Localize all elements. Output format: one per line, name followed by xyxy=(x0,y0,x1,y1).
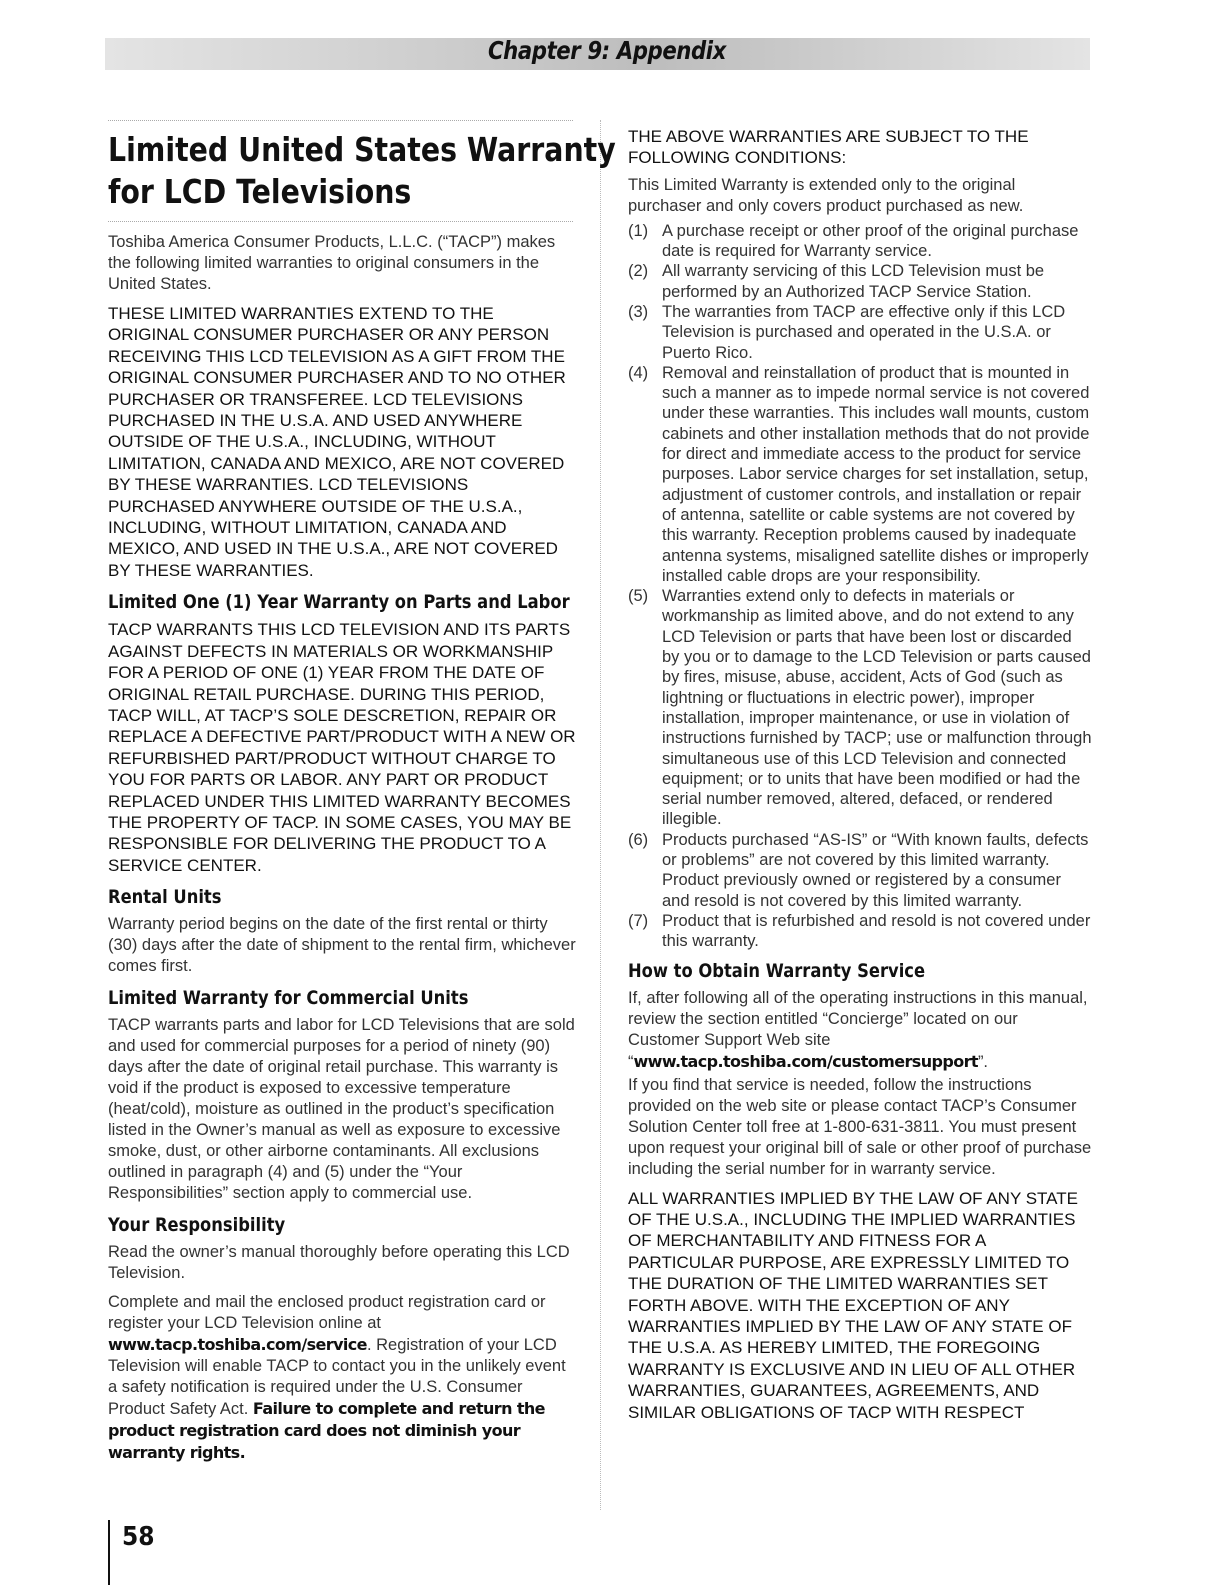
conditions-intro: This Limited Warranty is extended only to the original purchaser and only covers product purchased as new. xyxy=(628,175,1024,215)
page-title xyxy=(108,129,616,213)
responsibility-text-a: Complete and mail the enclosed product registration card or register your LCD Television online at xyxy=(108,1293,546,1333)
obtain-text-a: If, after following all of the operating instructions in this manual, review the section entitled “Concierge” located on our Customer Support Web site “ xyxy=(628,988,1088,1071)
condition-text: Product that is refurbished and resold is not covered under this warranty. xyxy=(662,911,1091,951)
registration-url[interactable]: www.tacp.toshiba.com/service xyxy=(108,1335,367,1355)
page-number: 58 xyxy=(122,1522,155,1552)
condition-number: (1) xyxy=(628,221,649,240)
commercial-heading: Limited Warranty for Commercial Units xyxy=(108,987,469,1010)
condition-number: (7) xyxy=(628,911,649,930)
responsibility-paragraph-1: Read the owner’s manual thoroughly before operating this LCD Television. xyxy=(108,1243,570,1283)
right-column xyxy=(628,120,1093,1431)
conditions-list xyxy=(628,221,1093,952)
condition-text: Removal and reinstallation of product that is mounted in such a manner as to impede normal service is not covered under these warranties. This includes wall mounts, custom cabinets and other installation methods that do not provide for direct and immediate access to the product for service purposes. Labor service charges for set installation, setup, adjustment of customer controls, and installation or repair of antenna, satellite or cable systems are not covered by this warranty. Reception problems caused by inadequate antenna systems, misaligned satellite dishes or improperly installed cable drops are your responsibility. xyxy=(662,363,1090,585)
condition-number: (6) xyxy=(628,830,649,849)
rental-heading: Rental Units xyxy=(108,886,222,909)
one-year-heading: Limited One (1) Year Warranty on Parts and Labor xyxy=(108,591,570,614)
one-year-paragraph: TACP WARRANTS THIS LCD TELEVISION AND ITS PARTS AGAINST DEFECTS IN MATERIALS OR WORKMANSHIP FOR A PERIOD OF ONE (1) YEAR FROM THE DATE OF ORIGINAL RETAIL PURCHASE. DURING THIS PERIOD, TACP WILL, AT TACP’S SOLE DESCRETION, REPAIR OR REPLACE A DEFECTIVE PART/PRODUCT WITH A NEW OR REFURBISHED PART/PRODUCT WITHOUT CHARGE TO YOU FOR PARTS OR LABOR. ANY PART OR PRODUCT REPLACED UNDER THIS LIMITED WARRANTY BECOMES THE PROPERTY OF TACP. IN SOME CASES, YOU MAY BE RESPONSIBLE FOR DELIVERING THE PRODUCT TO A SERVICE CENTER. xyxy=(108,620,576,875)
rental-paragraph: Warranty period begins on the date of the first rental or thirty (30) days after the date of shipment to the rental firm, whichever comes first. xyxy=(108,915,576,976)
conditions-heading: THE ABOVE WARRANTIES ARE SUBJECT TO THE FOLLOWING CONDITIONS: xyxy=(628,127,1029,168)
condition-text: All warranty servicing of this LCD Television must be performed by an Authorized TACP Service Station. xyxy=(662,262,1045,301)
page-title-line-2: for LCD Televisions xyxy=(108,172,412,211)
title-rule-top xyxy=(108,120,573,121)
implied-warranties-paragraph: ALL WARRANTIES IMPLIED BY THE LAW OF ANY STATE OF THE U.S.A., INCLUDING THE IMPLIED WARRANTIES OF MERCHANTABILITY AND FITNESS FOR A PARTICULAR PURPOSE, ARE EXPRESSLY LIMITED TO THE DURATION OF THE LIMITED WARRANTIES SET FORTH ABOVE. WITH THE EXCEPTION OF ANY WARRANTIES IMPLIED BY THE LAW OF ANY STATE OF THE U.S.A. AS HEREBY LIMITED, THE FOREGOING WARRANTY IS EXCLUSIVE AND IN LIEU OF ALL OTHER WARRANTIES, GUARANTEES, AGREEMENTS, AND SIMILAR OBLIGATIONS OF TACP WITH RESPECT xyxy=(628,1188,1078,1422)
condition-text: Warranties extend only to defects in materials or workmanship as limited above, and do not extend to any LCD Television or parts that have been lost or discarded by you or to damage to the LCD Television or parts caused by fires, misuse, abuse, accident, Acts of God (such as lightning or fluctuations in electric power), improper installation, improper maintenance, or use in violation of instructions furnished by TACP; use or malfunction through simultaneous use of this LCD Television and connected equipment; or to units that have been modified or had the serial number removed, altered, defaced, or rendered illegible. xyxy=(662,587,1092,829)
condition-item xyxy=(628,302,1093,363)
commercial-paragraph: TACP warrants parts and labor for LCD Televisions that are sold and used for commercial purposes for a period of ninety (90) days after the date of original retail purchase. This warranty is void if the product is exposed to excessive temperature (heat/cold), moisture as outlined in the product’s specification listed in the Owner’s manual as well as exposure to excessive smoke, dust, or other airborne contaminants. All exclusions outlined in paragraph (4) and (5) under the “Your Responsibilities” section apply to commercial use. xyxy=(108,1016,575,1203)
chapter-title: Chapter 9: Appendix xyxy=(488,36,726,65)
responsibility-text-b: . Registration of your LCD Television will enable TACP to contact you in the unlikely event a safety notification is required under the U.S. Consumer Product Safety Act. xyxy=(108,1336,566,1419)
condition-text: The warranties from TACP are effective only if this LCD Television is purchased and operated in the U.S.A. or Puerto Rico. xyxy=(662,303,1066,362)
condition-item xyxy=(628,911,1093,952)
left-column xyxy=(108,120,616,1472)
condition-text: A purchase receipt or other proof of the original purchase date is required for Warranty service. xyxy=(662,221,1079,261)
condition-item xyxy=(628,830,1093,911)
condition-item xyxy=(628,261,1093,302)
responsibility-heading: Your Responsibility xyxy=(108,1214,286,1237)
obtain-paragraph-2: If you find that service is needed, follow the instructions provided on the web site or please contact TACP’s Consumer Solution Center toll free at 1-800-631-3811. You must present upon request your original bill of sale or other proof of purchase including the serial number for in warranty service. xyxy=(628,1075,1092,1178)
title-rule-bottom xyxy=(108,221,573,222)
condition-item xyxy=(628,363,1093,586)
page-title-line-1: Limited United States Warranty xyxy=(108,130,616,169)
obtain-text-b: ”. xyxy=(977,1052,989,1071)
obtain-paragraph-1 xyxy=(628,988,1093,1073)
condition-item xyxy=(628,586,1093,830)
intro-paragraph: Toshiba America Consumer Products, L.L.C. (“TACP”) makes the following limited warranties to original consumers in the United States. xyxy=(108,233,556,293)
condition-number: (3) xyxy=(628,303,649,321)
page-number-bar xyxy=(108,1520,110,1585)
condition-number: (5) xyxy=(628,587,649,606)
customer-support-url[interactable]: www.tacp.toshiba.com/customersupport xyxy=(633,1051,978,1071)
responsibility-bold-note: Failure to complete and return the product registration card does not diminish your warranty rights. xyxy=(108,1399,545,1463)
obtain-service-heading: How to Obtain Warranty Service xyxy=(628,959,926,982)
condition-text: Products purchased “AS-IS” or “With known faults, defects or problems” are not covered by this limited warranty. Product previously owned or registered by a consumer and resold is not covered by this limited warranty. xyxy=(662,830,1089,910)
condition-number: (4) xyxy=(628,363,649,382)
condition-number: (2) xyxy=(628,262,649,281)
extent-paragraph: THESE LIMITED WARRANTIES EXTEND TO THE ORIGINAL CONSUMER PURCHASER OR ANY PERSON RECEIVING THIS LCD TELEVISION AS A GIFT FROM THE ORIGINAL CONSUMER PURCHASER AND TO NO OTHER PURCHASER OR TRANSFEREE. LCD TELEVISIONS PURCHASED IN THE U.S.A. AND USED ANYWHERE OUTSIDE OF THE U.S.A., INCLUDING, WITHOUT LIMITATION, CANADA AND MEXICO, ARE NOT COVERED BY THESE WARRANTIES. LCD TELEVISIONS PURCHASED ANYWHERE OUTSIDE OF THE U.S.A., INCLUDING, WITHOUT LIMITATION, CANADA AND MEXICO, AND USED IN THE U.S.A., ARE NOT COVERED BY THESE WARRANTIES. xyxy=(108,304,566,580)
responsibility-paragraph-2 xyxy=(108,1292,578,1464)
column-divider xyxy=(600,120,601,1510)
condition-item xyxy=(628,221,1093,262)
